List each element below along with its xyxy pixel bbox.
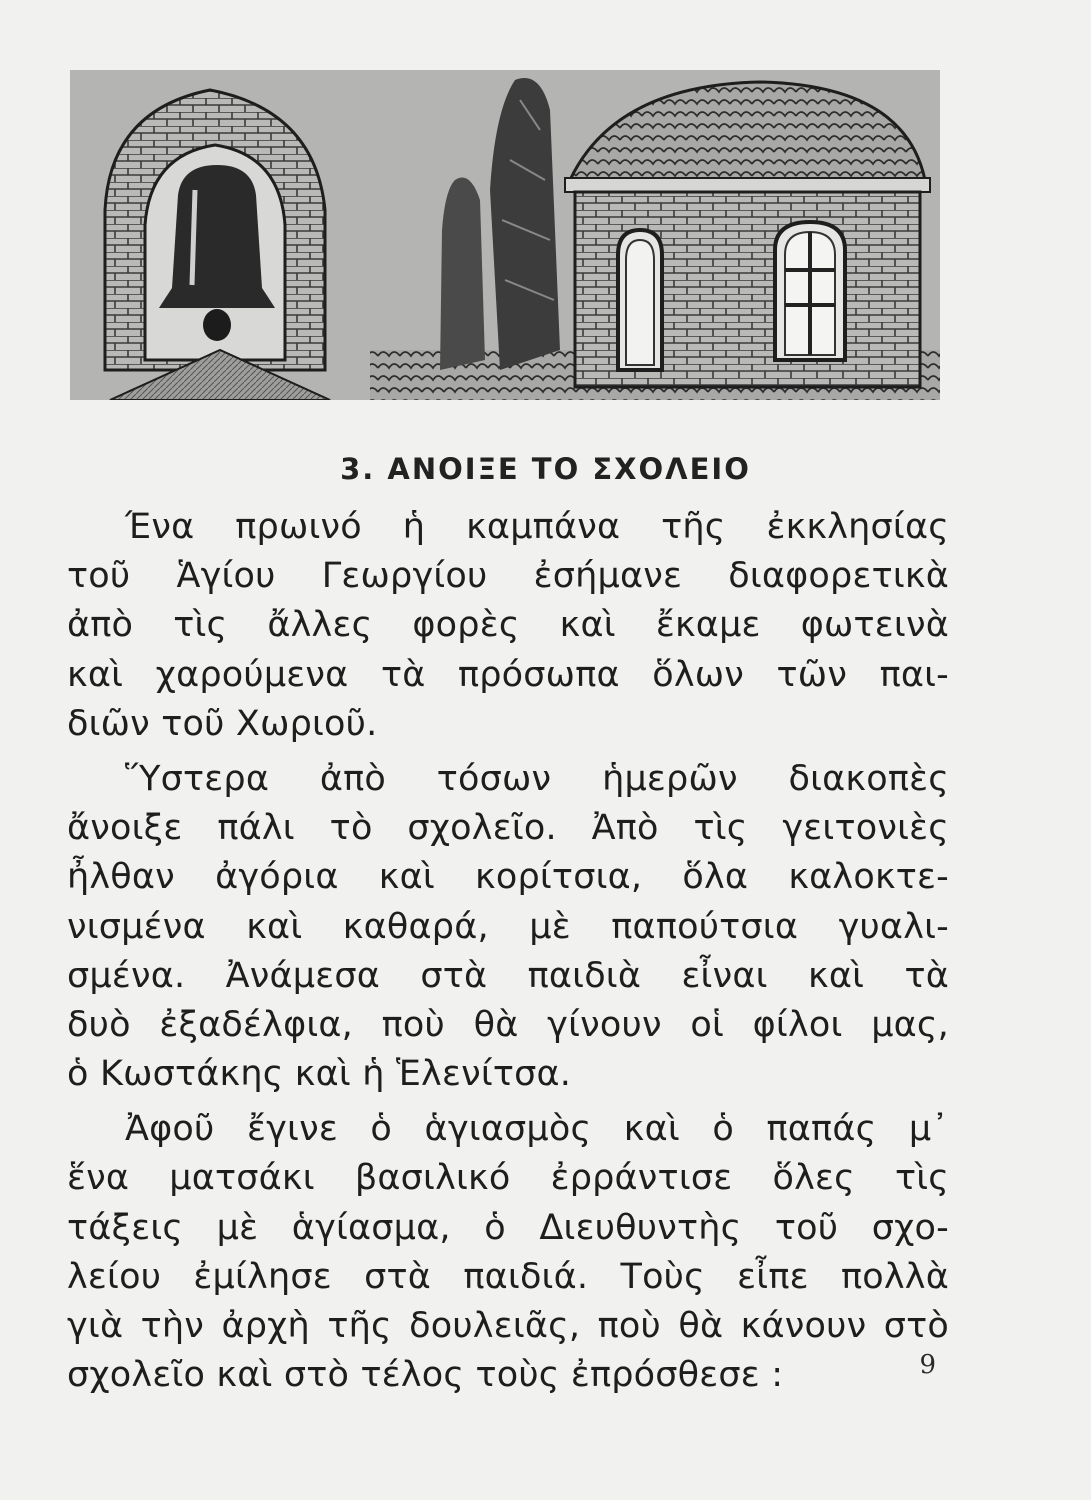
- page-number: 9: [919, 1350, 936, 1380]
- text-line: σχολεῖο καὶ στὸ τέλος τοὺς ἐπρόσθεσε :: [67, 1355, 784, 1396]
- text-line: Ἀφοῦ ἔγινε ὁ ἁγιασμὸς καὶ ὁ παπάς μ᾽: [125, 1109, 949, 1150]
- text-line: γιὰ τὴν ἀρχὴ τῆς δουλειᾶς, ποὺ θὰ κάνουν στὸ: [67, 1306, 949, 1346]
- text-line: λείου ἐμίλησε στὰ παιδιά. Τοὺς εἶπε πολλὰ: [67, 1256, 949, 1297]
- text-line: καὶ χαρούμενα τὰ πρόσωπα ὅλων τῶν παι-: [67, 654, 949, 695]
- text-line: τοῦ Ἁγίου Γεωργίου ἐσήμανε διαφορετικὰ: [67, 556, 949, 597]
- paragraph-bell: [67, 503, 949, 749]
- body-text: [67, 503, 949, 1400]
- text-line: ἦλθαν ἀγόρια καὶ κορίτσια, ὅλα καλοκτε-: [67, 857, 949, 898]
- paragraph-school-opens: [67, 755, 949, 1099]
- text-line: Ὕστερα ἀπὸ τόσων ἡμερῶν διακοπὲς: [125, 758, 949, 799]
- text-line: Ένα πρωινό ἡ καμπάνα τῆς ἐκκλησίας: [125, 507, 949, 547]
- text-line: διῶν τοῦ Χωριοῦ.: [67, 703, 378, 744]
- text-line: ὁ Κωστάκης καὶ ἡ Ἑλενίτσα.: [67, 1054, 572, 1095]
- paragraph-blessing: [67, 1105, 949, 1400]
- text-line: νισμένα καὶ καθαρά, μὲ παπούτσια γυαλι-: [67, 906, 949, 947]
- text-line: δυὸ ἐξαδέλφια, ποὺ θὰ γίνουν οἱ φίλοι μας,: [67, 1004, 949, 1045]
- chapter-title: 3. ΑΝΟΙΞΕ ΤΟ ΣΧΟΛΕΙΟ: [340, 452, 751, 486]
- text-line: ἀπὸ τὶς ἄλλες φορὲς καὶ ἔκαμε φωτεινὰ: [67, 605, 949, 646]
- text-line: ἕνα ματσάκι βασιλικό ἐρράντισε ὅλες τὶς: [67, 1158, 949, 1199]
- text-line: τάξεις μὲ ἁγίασμα, ὁ Διευθυντὴς τοῦ σχο-: [67, 1207, 949, 1248]
- text-line: ἄνοιξε πάλι τὸ σχολεῖο. Ἀπὸ τὶς γειτονιὲς: [67, 808, 949, 849]
- church-bell-tower-illustration: [70, 70, 940, 400]
- text-line: σμένα. Ἀνάμεσα στὰ παιδιὰ εἶναι καὶ τὰ: [67, 955, 949, 996]
